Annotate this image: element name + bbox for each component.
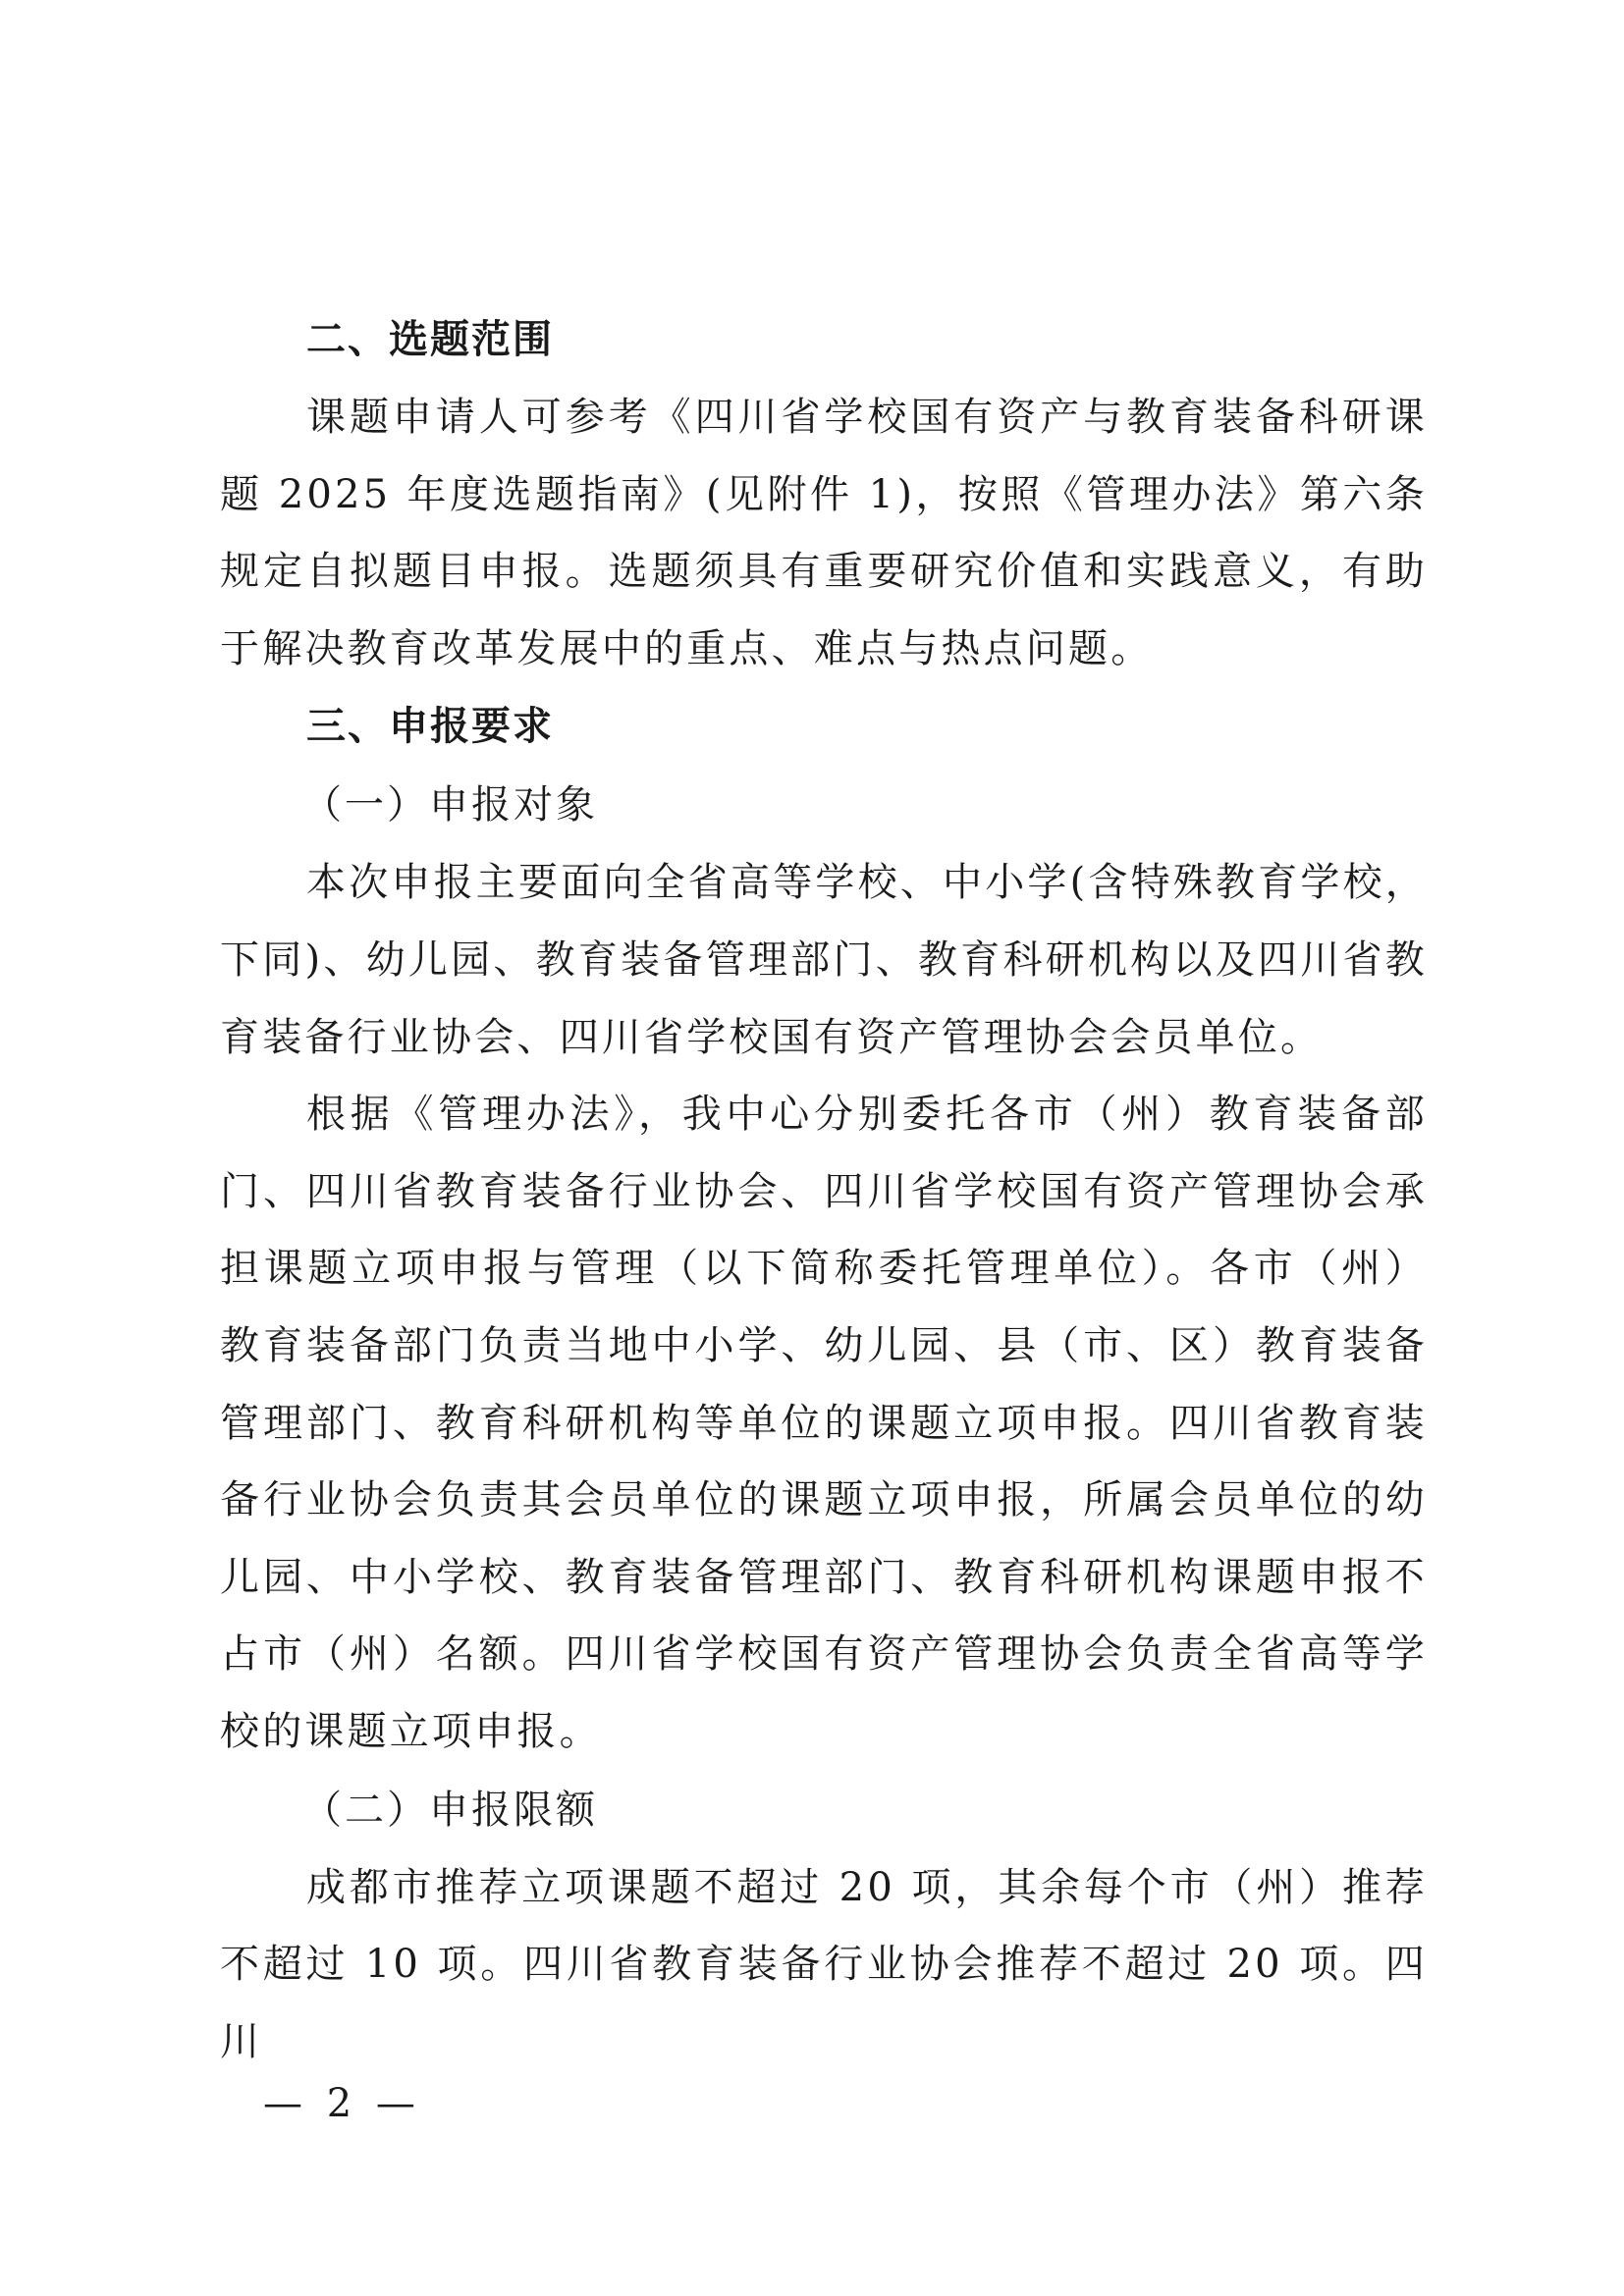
subheading-quota: （二）申报限额 xyxy=(302,1787,598,1833)
section-heading-topic-scope: 二、选题范围 xyxy=(306,317,554,362)
paragraph-applicants: 本次申报主要面向全省高等学校、中小学(含特殊教育学校，下同)、幼儿园、教育装备管理部门、教育科研机构以及四川省教育装备行业协会、四川省学校国有资产管理协会会员单位。 xyxy=(220,860,1429,1060)
paragraph-quota: 成都市推荐立项课题不超过 20 项，其余每个市（州）推荐不超过 10 项。四川省教育装备行业协会推荐不超过 20 项。四川 xyxy=(220,1864,1428,2064)
document-body xyxy=(220,300,1428,2080)
subheading-applicants: （一）申报对象 xyxy=(302,782,598,828)
paragraph-topic-scope: 课题申请人可参考《四川省学校国有资产与教育装备科研课题 2025 年度选题指南》(见附件 1)，按照《管理办法》第六条规定自拟题目申报。选题须具有重要研究价值和实践意义，有助于解决教育改革发展中的重点、难点与热点问题。 xyxy=(220,395,1428,671)
section-heading-requirements: 三、申报要求 xyxy=(306,704,554,750)
page-number: — 2 — xyxy=(263,2081,421,2126)
paragraph-management: 根据《管理办法》，我中心分别委托各市（州）教育装备部门、四川省教育装备行业协会、四川省学校国有资产管理协会承担课题立项申报与管理（以下简称委托管理单位）。各市（州）教育装备部门负责当地中小学、幼儿园、县（市、区）教育装备管理部门、教育科研机构等单位的课题立项申报。四川省教育装备行业协会负责其会员单位的课题立项申报，所属会员单位的幼儿园、中小学校、教育装备管理部门、教育科研机构课题申报不占市（州）名额。四川省学校国有资产管理协会负责全省高等学校的课题立项申报。 xyxy=(220,1092,1428,1754)
